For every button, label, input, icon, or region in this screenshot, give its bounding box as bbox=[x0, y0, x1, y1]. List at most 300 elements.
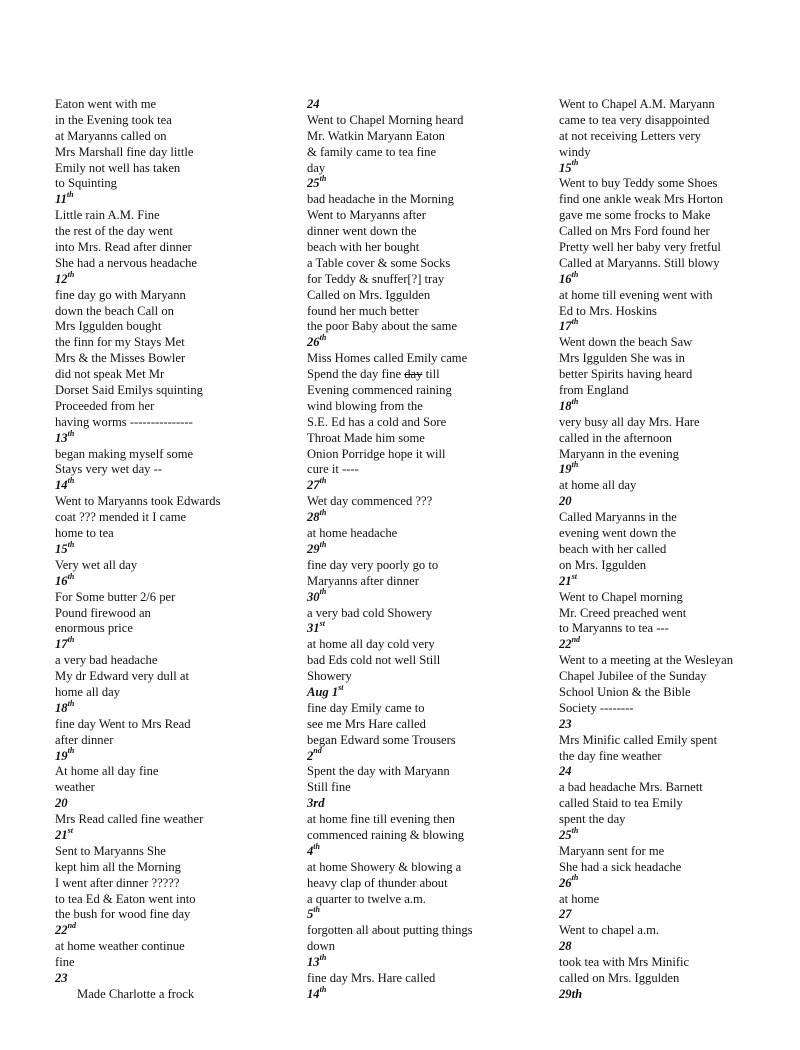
line-text: Mrs & the Misses Bowler bbox=[55, 351, 186, 366]
entry-line bbox=[55, 335, 220, 351]
entry-line bbox=[307, 399, 473, 415]
line-text: at not receiving Letters very bbox=[559, 128, 701, 143]
entry-date bbox=[559, 158, 733, 177]
date-number: 17 bbox=[55, 637, 68, 652]
line-text: evening went down the bbox=[559, 526, 677, 541]
line-text: in the Evening took tea bbox=[55, 112, 172, 127]
line-text: Mrs Iggulden bought bbox=[55, 319, 162, 334]
line-text: Went to Chapel A.M. Maryann bbox=[559, 97, 715, 111]
line-text: at home till evening went with bbox=[559, 287, 713, 302]
entry-date bbox=[307, 478, 473, 494]
line-text: spent the day bbox=[559, 812, 626, 827]
entry-line bbox=[559, 335, 733, 351]
line-text: Emily not well has taken bbox=[55, 160, 181, 175]
entry-date bbox=[307, 841, 473, 860]
line-text: the day fine weather bbox=[559, 748, 662, 763]
line-text-after: till bbox=[422, 367, 440, 382]
date-number: 22 bbox=[559, 637, 572, 652]
entry-date bbox=[55, 796, 220, 812]
line-text: down the beach Call on bbox=[55, 303, 174, 318]
entry-date bbox=[55, 971, 220, 987]
date-suffix: th bbox=[66, 190, 74, 200]
line-text: Went down the beach Saw bbox=[559, 335, 693, 350]
date-suffix: th bbox=[571, 317, 579, 327]
entry-line bbox=[307, 780, 473, 796]
line-text: home to tea bbox=[55, 526, 114, 541]
line-text: beach with her bought bbox=[307, 240, 420, 255]
date-number: 4 bbox=[307, 843, 314, 858]
line-text: day bbox=[307, 160, 326, 175]
line-text: S.E. Ed has a cold and Sore bbox=[307, 414, 447, 429]
entry-line bbox=[55, 860, 220, 876]
line-text: find one ankle weak Mrs Horton bbox=[559, 192, 724, 207]
line-text: Pound firewood an bbox=[55, 605, 151, 620]
entry-line bbox=[559, 192, 733, 208]
line-text: very busy all day Mrs. Hare bbox=[559, 414, 700, 429]
line-text: fine day go with Maryann bbox=[55, 287, 186, 302]
entry-line bbox=[559, 860, 733, 876]
line-text: after dinner bbox=[55, 732, 114, 747]
line-text: fine bbox=[55, 955, 75, 970]
entry-line bbox=[55, 717, 220, 733]
entry-line bbox=[307, 288, 473, 304]
entry-date bbox=[307, 176, 473, 192]
entry-line bbox=[55, 606, 220, 622]
date-number: 16 bbox=[559, 271, 572, 286]
line-text: did not speak Met Mr bbox=[55, 367, 165, 382]
date-number: 15 bbox=[559, 160, 572, 175]
entry-line bbox=[559, 526, 733, 542]
date-number: 26 bbox=[559, 875, 572, 890]
line-text: found her much better bbox=[307, 303, 419, 318]
entry-date bbox=[559, 396, 733, 415]
line-text: Dorset Said Emilys squinting bbox=[55, 383, 203, 398]
entry-line bbox=[307, 526, 473, 542]
date-suffix: nd bbox=[571, 635, 581, 645]
entry-line bbox=[307, 701, 473, 717]
line-text: Miss Homes called Emily came bbox=[307, 351, 468, 366]
line-text: fine day Went to Mrs Read bbox=[55, 716, 191, 731]
entry-date bbox=[307, 335, 473, 351]
entry-line bbox=[307, 208, 473, 224]
line-text: Mrs Minific called Emily spent bbox=[559, 732, 718, 747]
date-number: 28 bbox=[559, 939, 572, 954]
line-text: Called on Mrs Ford found her bbox=[559, 224, 710, 239]
entry-line bbox=[55, 812, 220, 828]
entry-line bbox=[55, 526, 220, 542]
line-text: Proceeded from her bbox=[55, 398, 155, 413]
entry-line bbox=[307, 653, 473, 669]
entry-line bbox=[307, 272, 473, 288]
line-text: Mr. Creed preached went bbox=[559, 605, 687, 620]
line-text: Little rain A.M. Fine bbox=[55, 208, 160, 223]
entry-line bbox=[55, 907, 220, 923]
entry-line bbox=[55, 590, 220, 606]
entry-date bbox=[55, 269, 220, 288]
date-suffix: th bbox=[67, 539, 75, 549]
diary-column-1 bbox=[55, 97, 220, 1003]
line-text: School Union & the Bible bbox=[559, 684, 691, 699]
entry-line bbox=[307, 669, 473, 685]
date-number: 30 bbox=[307, 589, 320, 604]
line-text: gave me some frocks to Make bbox=[559, 208, 711, 223]
date-number: 31 bbox=[307, 621, 320, 636]
date-suffix: th bbox=[319, 952, 327, 962]
date-suffix: th bbox=[319, 984, 327, 994]
entry-line bbox=[559, 923, 733, 939]
line-text: Mrs Marshall fine day little bbox=[55, 144, 194, 159]
date-number: 21 bbox=[559, 573, 572, 588]
entry-date bbox=[55, 923, 220, 939]
entry-line bbox=[559, 606, 733, 622]
entry-line bbox=[307, 447, 473, 463]
entry-date bbox=[559, 987, 733, 1003]
entry-line bbox=[559, 558, 733, 574]
entry-line bbox=[559, 812, 733, 828]
entry-line bbox=[55, 462, 220, 478]
line-text: Society -------- bbox=[559, 700, 634, 715]
entry-line bbox=[307, 161, 473, 177]
line-text: Ed to Mrs. Hoskins bbox=[559, 303, 657, 318]
date-suffix: th bbox=[571, 825, 579, 835]
entry-line bbox=[307, 606, 473, 622]
line-text: coat ??? mended it I came bbox=[55, 510, 187, 525]
entry-line bbox=[307, 304, 473, 320]
entry-line bbox=[307, 224, 473, 240]
entry-line bbox=[307, 923, 473, 939]
line-text: the poor Baby about the same bbox=[307, 319, 458, 334]
line-text: down bbox=[307, 939, 335, 954]
date-suffix: th bbox=[67, 571, 75, 581]
entry-line bbox=[307, 892, 473, 908]
line-text: Went to Maryanns took Edwards bbox=[55, 494, 221, 509]
line-text: Went to buy Teddy some Shoes bbox=[559, 176, 718, 191]
date-number: 26 bbox=[307, 335, 320, 350]
date-number: 25 bbox=[307, 176, 320, 191]
entry-line bbox=[559, 653, 733, 669]
entry-line bbox=[55, 383, 220, 399]
entry-line bbox=[55, 987, 220, 1003]
line-text: wind blowing from the bbox=[307, 398, 423, 413]
entry-date bbox=[307, 621, 473, 637]
entry-date bbox=[559, 825, 733, 844]
line-text: forgotten all about putting things bbox=[307, 923, 473, 938]
date-number: 11 bbox=[55, 192, 67, 207]
date-suffix: th bbox=[571, 460, 579, 470]
entry-line bbox=[307, 113, 473, 129]
entry-line bbox=[559, 447, 733, 463]
line-text: My dr Edward very dull at bbox=[55, 669, 189, 684]
entry-line bbox=[559, 415, 733, 431]
line-text: called Staid to tea Emily bbox=[559, 796, 683, 811]
line-text: having worms --------------- bbox=[55, 414, 193, 429]
entry-line bbox=[55, 176, 220, 192]
date-suffix: th bbox=[319, 174, 327, 184]
line-text: I went after dinner ????? bbox=[55, 875, 180, 890]
entry-line bbox=[559, 240, 733, 256]
date-suffix: st bbox=[338, 682, 344, 692]
entry-line bbox=[559, 844, 733, 860]
entry-date bbox=[55, 746, 220, 765]
line-text: to Maryanns to tea --- bbox=[559, 621, 669, 636]
entry-line bbox=[307, 383, 473, 399]
entry-line bbox=[559, 685, 733, 701]
line-text: at home weather continue bbox=[55, 939, 185, 954]
entry-line bbox=[307, 415, 473, 431]
date-number: 20 bbox=[55, 796, 68, 811]
date-number: 19 bbox=[559, 462, 572, 477]
entry-date bbox=[55, 571, 220, 590]
date-number: 3rd bbox=[307, 796, 325, 811]
entry-line bbox=[55, 669, 220, 685]
entry-date bbox=[559, 269, 733, 288]
entry-date bbox=[55, 428, 220, 447]
entry-line bbox=[307, 764, 473, 780]
date-suffix: th bbox=[319, 476, 327, 486]
entry-line bbox=[559, 351, 733, 367]
line-text: at home fine till evening then bbox=[307, 812, 455, 827]
entry-line bbox=[559, 208, 733, 224]
entry-line bbox=[55, 876, 220, 892]
line-text: from England bbox=[559, 383, 629, 398]
entry-line bbox=[559, 431, 733, 447]
entry-line bbox=[307, 494, 473, 510]
line-text: She had a nervous headache bbox=[55, 255, 197, 270]
entry-line bbox=[559, 892, 733, 908]
date-number: 24 bbox=[559, 764, 572, 779]
line-text: Called on Mrs. Iggulden bbox=[307, 287, 431, 302]
entry-date bbox=[559, 637, 733, 653]
line-text: Still fine bbox=[307, 780, 351, 795]
entry-date bbox=[559, 494, 733, 510]
entry-line bbox=[55, 844, 220, 860]
entry-line bbox=[55, 447, 220, 463]
date-number: 18 bbox=[55, 700, 68, 715]
line-text: Sent to Maryanns She bbox=[55, 843, 166, 858]
line-text: & family came to tea fine bbox=[307, 144, 437, 159]
date-number: 28 bbox=[307, 510, 320, 525]
date-suffix: th bbox=[319, 333, 327, 343]
line-text: at Maryanns called on bbox=[55, 128, 167, 143]
entry-line bbox=[55, 161, 220, 177]
line-text: a very bad cold Showery bbox=[307, 605, 433, 620]
entry-line bbox=[559, 383, 733, 399]
entry-line bbox=[559, 701, 733, 717]
entry-line bbox=[559, 176, 733, 192]
line-text: into Mrs. Read after dinner bbox=[55, 240, 192, 255]
entry-line bbox=[307, 971, 473, 987]
entry-date bbox=[559, 939, 733, 955]
line-text: Went to Maryanns after bbox=[307, 208, 426, 223]
line-text: Chapel Jubilee of the Sunday bbox=[559, 669, 707, 684]
line-text: Went to a meeting at the Wesleyan bbox=[559, 653, 733, 668]
date-number: 2 bbox=[307, 748, 314, 763]
line-text: Made Charlotte a frock bbox=[77, 986, 195, 1001]
struck-word: day bbox=[404, 367, 423, 382]
line-text: the finn for my Stays Met bbox=[55, 335, 185, 350]
entry-date bbox=[307, 97, 473, 113]
line-text: bad headache in the Morning bbox=[307, 192, 454, 207]
date-number: 15 bbox=[55, 541, 68, 556]
entry-line bbox=[307, 240, 473, 256]
entry-line bbox=[559, 224, 733, 240]
line-text: Maryann in the evening bbox=[559, 446, 679, 461]
line-text: Onion Porridge hope it will bbox=[307, 446, 446, 461]
entry-line bbox=[55, 415, 220, 431]
line-text: called in the afternoon bbox=[559, 430, 672, 445]
line-text: bad Eds cold not well Still bbox=[307, 653, 441, 668]
date-number: 5 bbox=[307, 907, 314, 922]
date-suffix: th bbox=[67, 698, 75, 708]
entry-line bbox=[559, 796, 733, 812]
date-suffix: th bbox=[319, 587, 327, 597]
line-text: Went to Chapel Morning heard bbox=[307, 112, 464, 127]
line-text: heavy clap of thunder about bbox=[307, 875, 448, 890]
entry-line bbox=[307, 717, 473, 733]
date-suffix: nd bbox=[313, 746, 322, 756]
line-text: began making myself some bbox=[55, 446, 194, 461]
line-text: Eaton went with me bbox=[55, 97, 157, 111]
line-text: a quarter to twelve a.m. bbox=[307, 891, 426, 906]
line-text: dinner went down the bbox=[307, 224, 417, 239]
entry-line bbox=[55, 208, 220, 224]
date-suffix: th bbox=[571, 158, 579, 168]
entry-date bbox=[55, 698, 220, 717]
entry-line bbox=[307, 939, 473, 955]
entry-date bbox=[55, 192, 220, 208]
line-text: weather bbox=[55, 780, 95, 795]
line-text: began Edward some Trousers bbox=[307, 732, 456, 747]
entry-line bbox=[307, 574, 473, 590]
line-text: came to tea very disappointed bbox=[559, 112, 710, 127]
entry-date bbox=[559, 717, 733, 733]
entry-line bbox=[559, 288, 733, 304]
entry-date bbox=[559, 571, 733, 590]
line-text: kept him all the Morning bbox=[55, 859, 181, 874]
line-text: on Mrs. Iggulden bbox=[559, 557, 647, 572]
line-text: fine day very poorly go to bbox=[307, 557, 439, 572]
line-text: Called Maryanns in the bbox=[559, 510, 677, 525]
line-text: see me Mrs Hare called bbox=[307, 716, 426, 731]
line-text: fine day Emily came to bbox=[307, 700, 425, 715]
date-number: 21 bbox=[55, 827, 68, 842]
entry-line bbox=[559, 97, 733, 113]
entry-line bbox=[307, 733, 473, 749]
line-text: For Some butter 2/6 per bbox=[55, 589, 176, 604]
line-text: a very bad headache bbox=[55, 653, 158, 668]
line-text: Called at Maryanns. Still blowy bbox=[559, 255, 720, 270]
date-number: 13 bbox=[55, 430, 68, 445]
entry-line bbox=[55, 145, 220, 161]
date-suffix: st bbox=[319, 619, 325, 629]
entry-date bbox=[559, 462, 733, 478]
line-text: cure it ---- bbox=[307, 462, 359, 477]
entry-line bbox=[55, 558, 220, 574]
entry-line bbox=[55, 399, 220, 415]
line-text: beach with her called bbox=[559, 541, 667, 556]
date-suffix: th bbox=[67, 746, 75, 756]
entry-line bbox=[55, 653, 220, 669]
line-text: Very wet all day bbox=[55, 557, 138, 572]
line-text: a bad headache Mrs. Barnett bbox=[559, 780, 703, 795]
line-text: enormous price bbox=[55, 621, 133, 636]
date-suffix: th bbox=[319, 539, 327, 549]
entry-line bbox=[559, 669, 733, 685]
date-suffix: th bbox=[67, 476, 75, 486]
entry-line bbox=[55, 510, 220, 526]
date-suffix: th bbox=[67, 428, 75, 438]
entry-line bbox=[307, 256, 473, 272]
entry-date bbox=[559, 764, 733, 780]
line-text: Spend the day fine bbox=[307, 367, 405, 382]
entry-line bbox=[55, 129, 220, 145]
entry-line bbox=[307, 876, 473, 892]
date-suffix: th bbox=[67, 269, 75, 279]
line-text: Spent the day with Maryann bbox=[307, 764, 450, 779]
date-number: 24 bbox=[307, 97, 320, 111]
line-text: Maryanns after dinner bbox=[307, 573, 419, 588]
entry-date bbox=[559, 907, 733, 923]
line-text: at home all day bbox=[559, 478, 637, 493]
entry-date bbox=[307, 746, 473, 765]
diary-column-2 bbox=[307, 97, 473, 1003]
entry-line bbox=[55, 780, 220, 796]
entry-line bbox=[55, 733, 220, 749]
entry-line bbox=[559, 256, 733, 272]
line-text: at home all day cold very bbox=[307, 637, 435, 652]
entry-line bbox=[307, 351, 473, 367]
date-number: 19 bbox=[55, 748, 68, 763]
line-text: at home headache bbox=[307, 526, 398, 541]
entry-line bbox=[55, 621, 220, 637]
line-text: fine day Mrs. Hare called bbox=[307, 970, 436, 985]
entry-line bbox=[55, 113, 220, 129]
entry-line bbox=[559, 510, 733, 526]
entry-line bbox=[559, 590, 733, 606]
entry-line bbox=[55, 367, 220, 383]
entry-line bbox=[307, 192, 473, 208]
entry-line bbox=[307, 319, 473, 335]
line-text: the bush for wood fine day bbox=[55, 907, 191, 922]
date-number: 29 bbox=[307, 541, 320, 556]
entry-date bbox=[55, 825, 220, 844]
date-number: 20 bbox=[559, 494, 572, 509]
line-text: Throat Made him some bbox=[307, 430, 425, 445]
date-number: 14 bbox=[307, 986, 320, 1001]
date-suffix: st bbox=[67, 825, 73, 835]
line-text: a Table cover & some Socks bbox=[307, 255, 451, 270]
entry-line bbox=[307, 637, 473, 653]
line-text: windy bbox=[559, 144, 591, 159]
entry-line bbox=[559, 129, 733, 145]
entry-date bbox=[307, 907, 473, 923]
line-text: to Squinting bbox=[55, 176, 117, 191]
date-number: 18 bbox=[559, 398, 572, 413]
line-text: to tea Ed & Eaton went into bbox=[55, 891, 196, 906]
date-number: 27 bbox=[559, 907, 572, 922]
entry-date bbox=[55, 637, 220, 653]
date-suffix: th bbox=[571, 396, 579, 406]
line-text: commenced raining & blowing bbox=[307, 827, 465, 842]
line-text: Maryann sent for me bbox=[559, 843, 665, 858]
entry-line bbox=[55, 351, 220, 367]
entry-line bbox=[55, 288, 220, 304]
entry-date bbox=[307, 984, 473, 1003]
entry-line bbox=[55, 764, 220, 780]
date-number: 25 bbox=[559, 827, 572, 842]
date-number: 23 bbox=[559, 716, 572, 731]
entry-line bbox=[559, 145, 733, 161]
